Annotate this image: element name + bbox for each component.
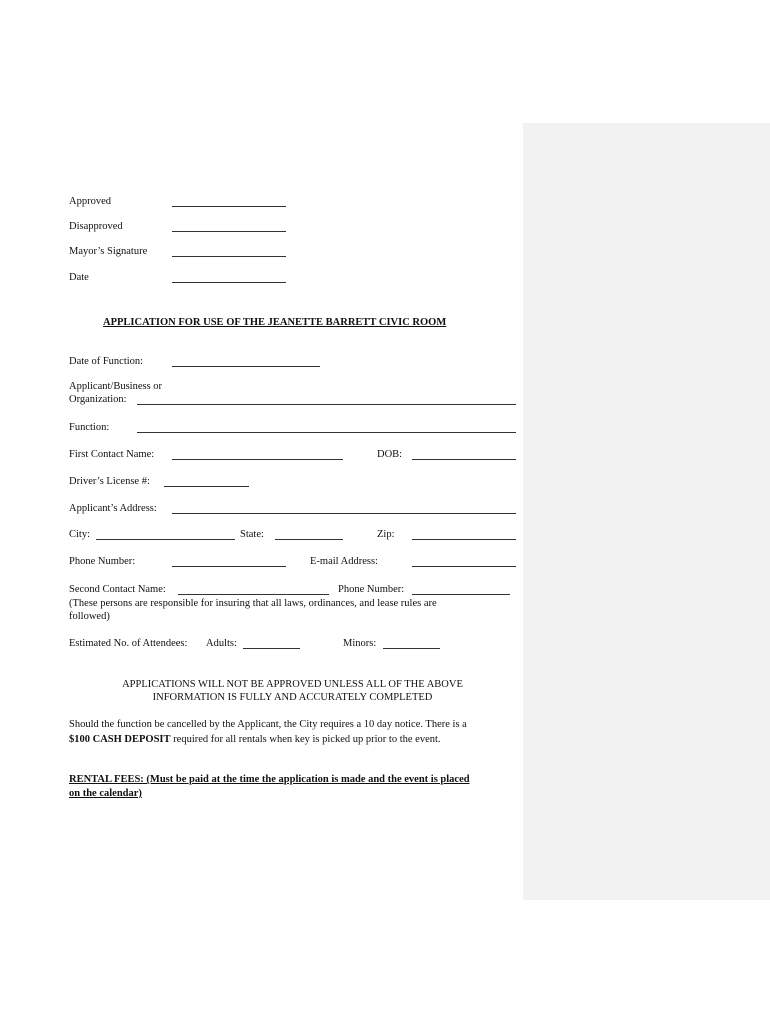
dob-label: DOB:	[377, 449, 403, 460]
city-field[interactable]	[96, 539, 235, 540]
organization-field[interactable]	[137, 404, 516, 405]
organization-label: Organization:	[69, 394, 127, 405]
date-line[interactable]	[172, 282, 286, 283]
page-title: APPLICATION FOR USE OF THE JEANETTE BARRETT CIVIC ROOM	[103, 317, 447, 328]
responsibility-note-line2: followed)	[69, 611, 110, 622]
function-field[interactable]	[137, 432, 516, 433]
cancellation-line2	[69, 733, 441, 746]
second-contact-label: Second Contact Name:	[69, 584, 166, 595]
adults-field[interactable]	[243, 648, 300, 649]
second-phone-field[interactable]	[412, 594, 510, 595]
function-label: Function:	[69, 422, 110, 433]
dob-field[interactable]	[412, 459, 516, 460]
second-contact-field[interactable]	[178, 594, 329, 595]
date-of-function-field[interactable]	[172, 366, 320, 367]
approved-line[interactable]	[172, 206, 286, 207]
state-label: State:	[240, 529, 264, 540]
phone-number-label: Phone Number:	[69, 556, 136, 567]
phone-number-field[interactable]	[172, 566, 286, 567]
adults-label: Adults:	[206, 638, 237, 649]
drivers-license-field[interactable]	[164, 486, 249, 487]
cancellation-line1: Should the function be cancelled by the Applicant, the City requires a 10 day notice. There is a	[69, 719, 467, 730]
mayor-signature-line[interactable]	[172, 256, 286, 257]
notice-line1: APPLICATIONS WILL NOT BE APPROVED UNLESS ALL OF THE ABOVE	[122, 679, 463, 690]
city-label: City:	[69, 529, 91, 540]
minors-field[interactable]	[383, 648, 440, 649]
attendees-label: Estimated No. of Attendees:	[69, 638, 188, 649]
minors-label: Minors:	[343, 638, 377, 649]
first-contact-field[interactable]	[172, 459, 343, 460]
rental-fees-heading-line2: on the calendar)	[69, 788, 142, 799]
email-label: E-mail Address:	[310, 556, 378, 567]
rental-fees-heading-line1: RENTAL FEES: (Must be paid at the time the application is made and the event is placed	[69, 774, 470, 785]
applicant-address-field[interactable]	[172, 513, 516, 514]
comment-side-panel	[523, 123, 770, 900]
state-field[interactable]	[275, 539, 343, 540]
disapproved-line[interactable]	[172, 231, 286, 232]
applicant-address-label: Applicant’s Address:	[69, 503, 157, 514]
zip-label: Zip:	[377, 529, 395, 540]
first-contact-label: First Contact Name:	[69, 449, 155, 460]
deposit-amount: $100 CASH DEPOSIT	[69, 734, 171, 745]
responsibility-note-line1: (These persons are responsible for insuring that all laws, ordinances, and lease rules are	[69, 598, 437, 609]
second-phone-label: Phone Number:	[338, 584, 405, 595]
approved-label: Approved	[69, 196, 111, 207]
email-field[interactable]	[412, 566, 516, 567]
mayor-signature-label: Mayor’s Signature	[69, 246, 148, 257]
notice-line2: INFORMATION IS FULLY AND ACCURATELY COMPLETED	[152, 692, 433, 703]
date-of-function-label: Date of Function:	[69, 356, 144, 367]
date-label: Date	[69, 272, 89, 283]
drivers-license-label: Driver’s License #:	[69, 476, 150, 487]
applicant-label: Applicant/Business or	[69, 381, 163, 392]
disapproved-label: Disapproved	[69, 221, 123, 232]
zip-field[interactable]	[412, 539, 516, 540]
cancellation-line2-text: required for all rentals when key is picked up prior to the event.	[170, 734, 441, 745]
